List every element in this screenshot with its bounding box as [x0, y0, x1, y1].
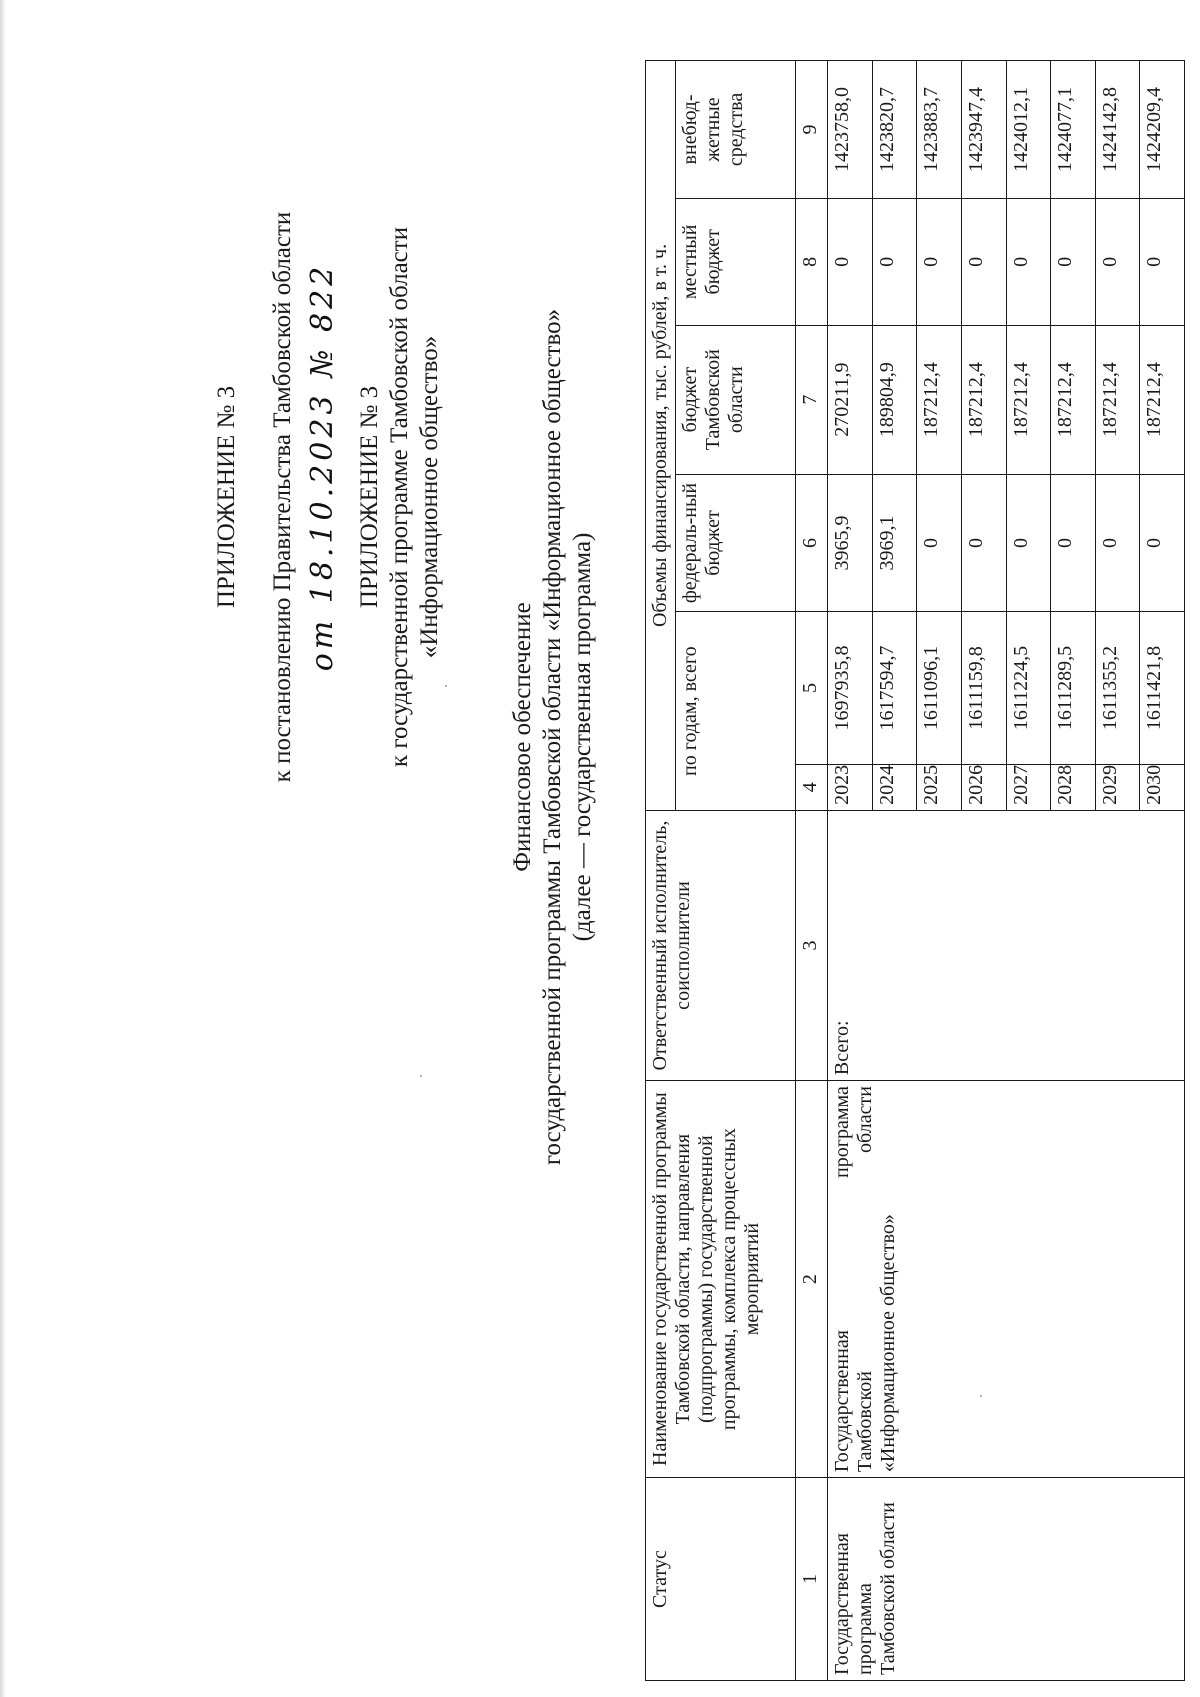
year-cell: 2024: [872, 764, 917, 810]
regional-cell: 187212,4: [1095, 325, 1140, 474]
header-federal: федераль-ный бюджет: [676, 474, 796, 612]
federal-cell: 0: [1140, 474, 1185, 612]
program-name-line2: [854, 1086, 877, 1472]
local-cell: 0: [828, 198, 873, 325]
column-number: 6: [796, 474, 828, 612]
scan-speck: [445, 685, 447, 687]
title-line2: государственной программы Тамбовской области «Информационное общество»: [539, 308, 566, 1166]
header-local: местный бюджет: [676, 198, 796, 325]
federal-cell: 0: [917, 474, 962, 612]
local-cell: 0: [1140, 198, 1185, 325]
status-cell: Государственная программа Тамбовской области: [828, 1478, 1185, 1681]
column-number: 1: [796, 1478, 828, 1681]
header-executor: Ответственный исполнитель, соисполнители: [646, 810, 796, 1080]
column-number: 5: [796, 612, 828, 764]
appendix-decree-line1: ПРИЛОЖЕНИЕ № 3: [213, 385, 240, 609]
scan-edge-shadow: [0, 0, 6, 1697]
header-status: Статус: [646, 1478, 796, 1681]
column-number: 7: [796, 325, 828, 474]
appendix-decree-line2: к постановлению Правительства Тамбовской области: [269, 211, 296, 783]
extra-cell: 1424142,8: [1095, 61, 1140, 199]
header-by-years: по годам, всего: [676, 612, 796, 810]
year-cell: 2027: [1006, 764, 1051, 810]
federal-cell: 0: [1095, 474, 1140, 612]
federal-cell: 0: [1051, 474, 1096, 612]
regional-cell: 187212,4: [1051, 325, 1096, 474]
total-cell: 1611289,5: [1051, 612, 1096, 764]
program-name-word: программа: [831, 1086, 853, 1178]
total-cell: 1611421,8: [1140, 612, 1185, 764]
extra-cell: 1423820,7: [872, 61, 917, 199]
local-cell: 0: [1051, 198, 1096, 325]
header-regional: бюджет Тамбовской области: [676, 325, 796, 474]
header-volumes: Объемы финансирования, тыс. рублей, в т. ч.: [646, 61, 676, 811]
total-cell: 1697935,8: [828, 612, 873, 764]
year-cell: 2028: [1051, 764, 1096, 810]
regional-cell: 270211,9: [828, 325, 873, 474]
federal-cell: 3969,1: [872, 474, 917, 612]
year-cell: 2025: [917, 764, 962, 810]
extra-cell: 1424209,4: [1140, 61, 1185, 199]
total-cell: 1611159,8: [961, 612, 1006, 764]
financing-table: [645, 60, 1185, 1681]
title-line1: Финансовое обеспечение: [509, 602, 536, 872]
federal-cell: 3965,9: [828, 474, 873, 612]
federal-cell: 0: [1006, 474, 1051, 612]
regional-cell: 187212,4: [961, 325, 1006, 474]
program-name-cell: [828, 1081, 1185, 1478]
scan-speck: [420, 1075, 422, 1077]
program-name-line3: «Информационное общество»: [877, 1214, 899, 1473]
extra-cell: 1424077,1: [1051, 61, 1096, 199]
column-number: 2: [796, 1081, 828, 1478]
local-cell: 0: [961, 198, 1006, 325]
year-cell: 2029: [1095, 764, 1140, 810]
federal-cell: 0: [961, 474, 1006, 612]
handwritten-date-number: от 18.10.2023 № 822: [305, 262, 340, 672]
local-cell: 0: [1095, 198, 1140, 325]
program-name-word: области: [854, 1086, 876, 1153]
extra-cell: 1423947,4: [961, 61, 1006, 199]
column-number: 8: [796, 198, 828, 325]
document-title: [508, 37, 598, 1437]
column-number: 9: [796, 61, 828, 199]
header-extra: внебюд-жетные средства: [676, 61, 796, 199]
appendix-program-line3: «Информационное общество»: [416, 335, 443, 659]
total-cell: 1611096,1: [917, 612, 962, 764]
program-name-line1: [831, 1086, 854, 1472]
extra-cell: 1424012,1: [1006, 61, 1051, 199]
regional-cell: 189804,9: [872, 325, 917, 474]
regional-cell: 187212,4: [917, 325, 962, 474]
program-name-word: Тамбовской: [854, 1371, 876, 1473]
executor-cell: Всего:: [828, 810, 1185, 1080]
regional-cell: 187212,4: [1140, 325, 1185, 474]
column-number: 4: [796, 764, 828, 810]
total-cell: 1617594,7: [872, 612, 917, 764]
header-name: Наименование государственной программы Тамбовской области, направления (подпрограммы) государственной программы, комплекса процессных мероприятий: [646, 1081, 796, 1478]
appendix-program-line2: к государственной программе Тамбовской области: [386, 226, 413, 768]
column-number: 3: [796, 810, 828, 1080]
appendix-program-line1: ПРИЛОЖЕНИЕ № 3: [356, 385, 383, 609]
local-cell: 0: [917, 198, 962, 325]
program-name-word: Государственная: [831, 1330, 853, 1473]
local-cell: 0: [872, 198, 917, 325]
total-cell: 1611355,2: [1095, 612, 1140, 764]
regional-cell: 187212,4: [1006, 325, 1051, 474]
local-cell: 0: [1006, 198, 1051, 325]
extra-cell: 1423758,0: [828, 61, 873, 199]
year-cell: 2030: [1140, 764, 1185, 810]
year-cell: 2023: [828, 764, 873, 810]
title-line3: (далее — государственная программа): [569, 532, 596, 942]
total-cell: 1611224,5: [1006, 612, 1051, 764]
table-row: [828, 61, 873, 1681]
extra-cell: 1423883,7: [917, 61, 962, 199]
year-cell: 2026: [961, 764, 1006, 810]
